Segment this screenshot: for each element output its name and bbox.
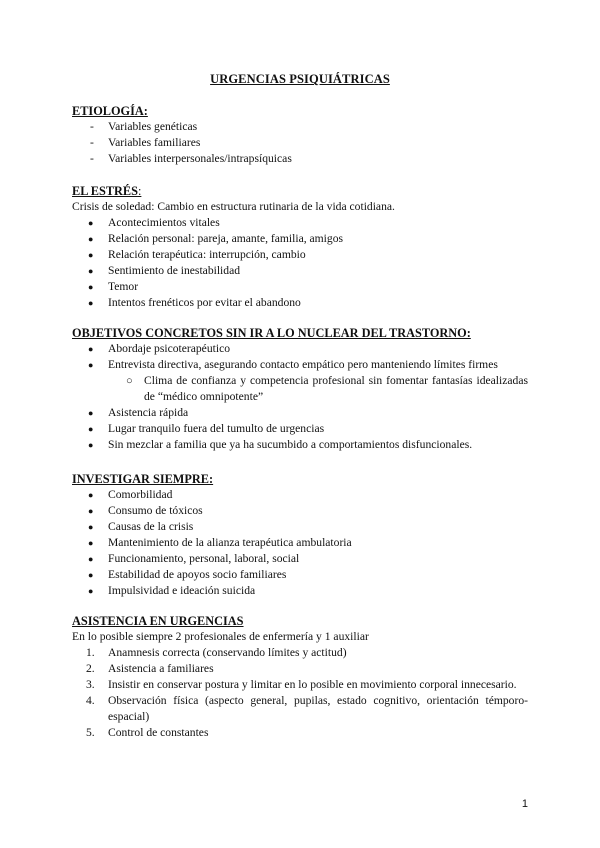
- list-item: 1. Anamnesis correcta (conservando límites y actitud): [86, 646, 347, 659]
- list-item: ● Funcionamiento, personal, laboral, social: [88, 552, 300, 565]
- bullet-icon: ●: [88, 266, 94, 276]
- section-heading: OBJETIVOS CONCRETOS SIN IR A LO NUCLEAR DEL TRASTORNO:: [72, 326, 471, 340]
- bullet-icon: ●: [88, 250, 94, 260]
- list-item: 4. Observación física (aspecto general, pupilas, estado cognitivo, orientación témporo-espacial): [86, 694, 528, 723]
- bullet-icon: ●: [88, 440, 94, 450]
- list-subitem: ○ Clima de confianza y competencia profesional sin fomentar fantasías idealizadas de “médico omnipotente”: [126, 374, 528, 403]
- item-number: 3.: [86, 678, 95, 691]
- list-item: ● Lugar tranquilo fuera del tumulto de urgencias: [88, 422, 325, 435]
- list-item: ● Intentos frenéticos por evitar el abandono: [88, 296, 301, 309]
- list-item: ● Relación terapéutica: interrupción, cambio: [88, 248, 306, 261]
- section-asistencia: [72, 613, 528, 741]
- section-intro: En lo posible siempre 2 profesionales de enfermería y 1 auxiliar: [72, 630, 369, 643]
- section-heading: EL ESTRÉS:: [72, 184, 142, 198]
- page-title: URGENCIAS PSIQUIÁTRICAS: [210, 72, 390, 86]
- bullet-icon: ●: [88, 586, 94, 596]
- objetivos-list: [72, 341, 528, 453]
- item-number: 1.: [86, 646, 95, 659]
- list-item: 3. Insistir en conservar postura y limitar en lo posible en movimiento corporal innecesario.: [86, 678, 517, 691]
- section-intro: Crisis de soledad: Cambio en estructura rutinaria de la vida cotidiana.: [72, 200, 395, 213]
- bullet-icon: ●: [88, 282, 94, 292]
- bullet-icon: ●: [88, 554, 94, 564]
- list-item: - Variables genéticas: [90, 120, 198, 133]
- page-number: 1: [521, 798, 528, 810]
- list-item: ● Acontecimientos vitales: [88, 216, 220, 229]
- list-item: ● Causas de la crisis: [88, 520, 194, 533]
- bullet-icon: ●: [88, 298, 94, 308]
- bullet-icon: ●: [88, 522, 94, 532]
- item-number: 5.: [86, 726, 95, 739]
- bullet-icon: ●: [88, 408, 94, 418]
- list-item: 5. Control de constantes: [86, 726, 209, 739]
- section-estres: [72, 183, 528, 311]
- section-heading: INVESTIGAR SIEMPRE:: [72, 472, 214, 486]
- list-item: ● Impulsividad e ideación suicida: [88, 584, 256, 597]
- list-item: ● Comorbilidad: [88, 488, 173, 501]
- section-heading: ETIOLOGÍA:: [72, 104, 148, 118]
- asistencia-list: [72, 645, 528, 741]
- list-item: ● Consumo de tóxicos: [88, 504, 203, 517]
- etiologia-list: [72, 119, 528, 167]
- list-item: ● Estabilidad de apoyos socio familiares: [88, 568, 287, 581]
- list-item: ● Abordaje psicoterapéutico: [88, 342, 231, 355]
- bullet-icon: ●: [88, 218, 94, 228]
- section-investigar: [72, 471, 528, 599]
- dash-marker: -: [90, 152, 94, 165]
- list-item: ● Relación personal: pareja, amante, familia, amigos: [88, 232, 344, 245]
- list-item: ● Entrevista directiva, asegurando contacto empático pero manteniendo límites firmes ○ Clima de confianza y competencia profesional sin fomentar fantasías idealizadas de “médico omnipotente”: [72, 357, 528, 405]
- list-item: ● Sin mezclar a familia que ya ha sucumbido a comportamientos disfuncionales.: [88, 438, 473, 451]
- list-item: - Variables interpersonales/intrapsíquicas: [90, 152, 292, 165]
- list-item: ● Asistencia rápida: [88, 406, 189, 419]
- bullet-icon: ●: [88, 506, 94, 516]
- objetivos-sublist: [108, 373, 528, 405]
- section-objetivos: [72, 325, 528, 453]
- estres-list: [72, 215, 528, 311]
- item-number: 4.: [86, 694, 95, 707]
- list-item: ● Temor: [88, 280, 139, 293]
- item-number: 2.: [86, 662, 95, 675]
- dash-marker: -: [90, 120, 94, 133]
- circle-bullet-icon: ○: [126, 375, 133, 387]
- section-heading: ASISTENCIA EN URGENCIAS: [72, 614, 244, 628]
- list-item: 2. Asistencia a familiares: [86, 662, 214, 675]
- bullet-icon: ●: [88, 344, 94, 354]
- bullet-icon: ●: [88, 234, 94, 244]
- bullet-icon: ●: [88, 538, 94, 548]
- bullet-icon: ●: [88, 424, 94, 434]
- dash-marker: -: [90, 136, 94, 149]
- list-item: ● Mantenimiento de la alianza terapéutica ambulatoria: [88, 536, 352, 549]
- bullet-icon: ●: [88, 490, 94, 500]
- bullet-icon: ●: [88, 360, 94, 370]
- list-item: - Variables familiares: [90, 136, 201, 149]
- investigar-list: [72, 487, 528, 599]
- section-etiologia: [72, 103, 528, 167]
- bullet-icon: ●: [88, 570, 94, 580]
- list-item: ● Sentimiento de inestabilidad: [88, 264, 241, 277]
